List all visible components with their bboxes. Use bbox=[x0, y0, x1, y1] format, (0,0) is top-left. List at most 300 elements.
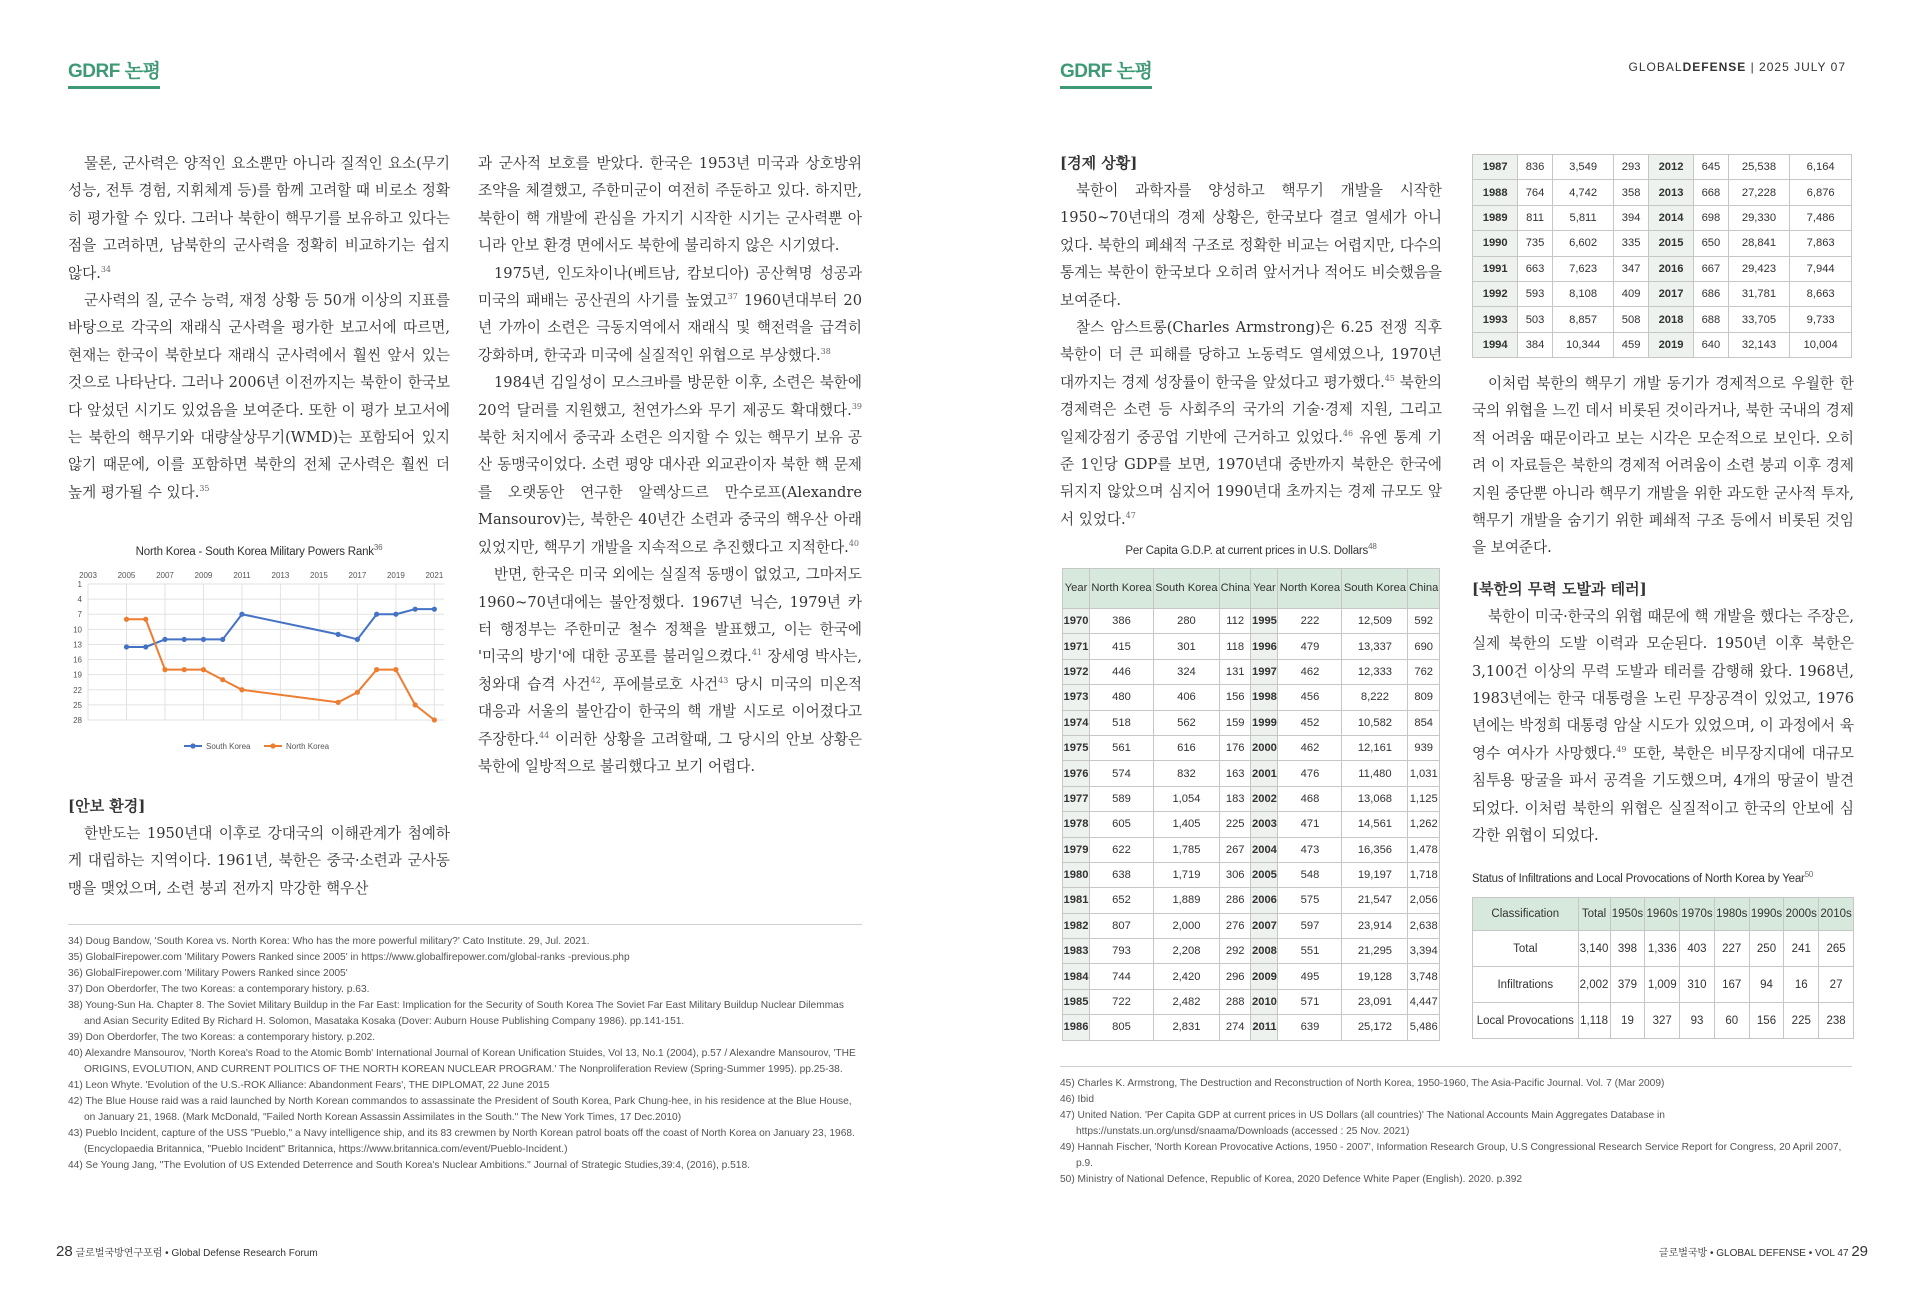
table-cell: 2,208 bbox=[1153, 939, 1219, 964]
table-cell: 722 bbox=[1090, 989, 1154, 1014]
table-cell: 1,718 bbox=[1408, 862, 1440, 887]
table-cell: 156 bbox=[1219, 685, 1251, 710]
table-cell: 518 bbox=[1090, 710, 1154, 735]
body-paragraph: 1975년, 인도차이나(베트남, 캄보디아) 공산혁명 성공과 미국의 패배는 공산권의 사기를 높였고$^{37}$ 1960년대부터 20년 가까이 소련은 극동지역에서 재래식 및 핵전력을 급격히 강화하며, 한국과 미국에 실질적인 위협으로 부상했다.$^{38}$ bbox=[478, 264, 862, 364]
footnote: 38) Young-Sun Ha. Chapter 8. The Soviet Military Buildup in the Far East: Implication for the Security of South Korea The Soviet Far East Military Buildup Nuclear Dilemmas and Asian Security Edited By Richard H. Solomon, Masataka Kosaka (Dover: Auburn House Publishing Company 1986). pp.141-151. bbox=[68, 1000, 844, 1027]
table-cell: 698 bbox=[1694, 205, 1728, 230]
table-cell: 1987 bbox=[1473, 155, 1518, 180]
table-cell: 33,705 bbox=[1728, 307, 1790, 332]
data-point bbox=[143, 617, 148, 622]
table-cell: 324 bbox=[1153, 659, 1219, 684]
table-cell: 809 bbox=[1408, 685, 1440, 710]
table-cell: 293 bbox=[1614, 155, 1648, 180]
table-cell: 650 bbox=[1694, 231, 1728, 256]
table-cell: 639 bbox=[1278, 1015, 1342, 1040]
table-cell: 1986 bbox=[1063, 1015, 1090, 1040]
table-row bbox=[1473, 205, 1852, 230]
table-cell: 686 bbox=[1694, 281, 1728, 306]
page-number: 29 bbox=[1851, 1243, 1868, 1260]
table-cell: 807 bbox=[1090, 913, 1154, 938]
table-cell: 241 bbox=[1784, 931, 1819, 967]
table-cell: 1,785 bbox=[1153, 837, 1219, 862]
table-cell: 1998 bbox=[1251, 685, 1278, 710]
table-cell: 265 bbox=[1819, 931, 1854, 967]
table-row bbox=[1473, 256, 1852, 281]
table-cell: 8,663 bbox=[1790, 281, 1852, 306]
table-cell: 1996 bbox=[1251, 634, 1278, 659]
table-cell: 762 bbox=[1408, 659, 1440, 684]
table-cell: 1,262 bbox=[1408, 812, 1440, 837]
table-cell: 2017 bbox=[1648, 281, 1693, 306]
x-tick-label: 2007 bbox=[156, 571, 174, 580]
table-cell: 301 bbox=[1153, 634, 1219, 659]
table-cell: 616 bbox=[1153, 735, 1219, 760]
x-tick-label: 2013 bbox=[271, 571, 290, 580]
table-cell: 640 bbox=[1694, 332, 1728, 357]
table-header: 1960s bbox=[1645, 898, 1680, 931]
table-cell: 735 bbox=[1518, 231, 1552, 256]
body-paragraph: 과 군사적 보호를 받았다. 한국은 1953년 미국과 상호방위조약을 체결했고, 주한미군이 여전히 주둔하고 있다. 하지만, 북한이 핵 개발에 관심을 가지기 시작한 시기는 군사력뿐 아니라 안보 환경 면에서도 북한에 불리하지 않은 시기였다. bbox=[478, 155, 862, 255]
table-cell: 446 bbox=[1090, 659, 1154, 684]
section-title-economy: [경제 상황] bbox=[1060, 154, 1138, 172]
table-cell: 21,295 bbox=[1342, 939, 1408, 964]
table-cell: 7,486 bbox=[1790, 205, 1852, 230]
body-paragraph: 이처럼 북한의 핵무기 개발 동기가 경제적으로 우월한 한국의 위협을 느낀 데서 비롯된 것이라거나, 북한 국내의 경제적 어려움 때문이라고 보는 시각은 모순적으로 보인다. 오히려 이 자료들은 북한의 경제적 어려움이 소련 붕괴 이후 경제 지원 중단뿐 아니라 핵무기 개발을 위한 과도한 군사적 투자, 핵무기 개발을 숨기기 위한 폐쇄적 구조 등에서 비롯된 것임을 보여준다. bbox=[1472, 375, 1854, 557]
gdp-table-continued bbox=[1472, 154, 1852, 358]
data-point bbox=[182, 667, 187, 672]
table-cell: 452 bbox=[1278, 710, 1342, 735]
footnote: 34) Doug Bandow, 'South Korea vs. North Korea: Who has the more powerful military?' Cato Institute. 29, Jul. 2021. bbox=[68, 936, 590, 947]
table-cell: 327 bbox=[1645, 1003, 1680, 1039]
table-cell: 16,356 bbox=[1342, 837, 1408, 862]
footnote: 50) Ministry of National Defence, Republic of Korea, 2020 Defence White Paper (English). 2020. p.392 bbox=[1060, 1174, 1523, 1185]
table-cell: 227 bbox=[1714, 931, 1749, 967]
table-cell: 19,128 bbox=[1342, 964, 1408, 989]
page-number: 28 bbox=[56, 1243, 73, 1260]
footnotes-right bbox=[1060, 1076, 1852, 1188]
legend-marker bbox=[190, 743, 195, 748]
table-cell: 690 bbox=[1408, 634, 1440, 659]
data-point bbox=[413, 702, 418, 707]
table-header: 1980s bbox=[1714, 898, 1749, 931]
chart-caption: North Korea - South Korea Military Powers Rank$^{36}$ bbox=[135, 543, 383, 558]
table-cell: 384 bbox=[1518, 332, 1552, 357]
right-section-header: GDRF 논평 bbox=[1060, 56, 1152, 83]
table-cell: 2006 bbox=[1251, 888, 1278, 913]
table-cell: 306 bbox=[1219, 862, 1251, 887]
x-tick-label: 2019 bbox=[386, 571, 405, 580]
table-cell: 1992 bbox=[1473, 281, 1518, 306]
data-point bbox=[336, 632, 341, 637]
footnote: 42) The Blue House raid was a raid launched by North Korean commandos to assassinate the President of South Korea, Park Chung-hee, in his residence at the Blue House, on January 21, 1968. (Mark McDonald, "Failed North Korean Assassin Assimilates in the South." The New York Times, 17 Dec.2010) bbox=[68, 1096, 852, 1123]
table-cell: 292 bbox=[1219, 939, 1251, 964]
table-cell: 471 bbox=[1278, 812, 1342, 837]
table-cell: 548 bbox=[1278, 862, 1342, 887]
data-point bbox=[393, 612, 398, 617]
table-cell: 280 bbox=[1153, 609, 1219, 634]
table-cell: 1,719 bbox=[1153, 862, 1219, 887]
table-cell: 597 bbox=[1278, 913, 1342, 938]
table-cell: 12,161 bbox=[1342, 735, 1408, 760]
table-header: 1970s bbox=[1680, 898, 1715, 931]
legend-label: South Korea bbox=[206, 742, 251, 751]
table-header: South Korea bbox=[1153, 569, 1219, 609]
table-cell: 286 bbox=[1219, 888, 1251, 913]
table-row bbox=[1063, 761, 1440, 786]
table-cell: 7,944 bbox=[1790, 256, 1852, 281]
table-cell: 832 bbox=[1153, 761, 1219, 786]
table-header: Year bbox=[1251, 569, 1278, 609]
footnote: 49) Hannah Fischer, 'North Korean Provocative Actions, 1950 - 2007', Information Research Group, U.S Congressional Research Service Report for Congress, 20 April 2007, p.9. bbox=[1060, 1142, 1842, 1169]
table-row bbox=[1473, 931, 1854, 967]
table-cell: 16 bbox=[1784, 967, 1819, 1003]
table-cell: 167 bbox=[1714, 967, 1749, 1003]
table-cell: 2003 bbox=[1251, 812, 1278, 837]
table-cell: 94 bbox=[1749, 967, 1784, 1003]
y-tick-label: 13 bbox=[73, 640, 82, 650]
table-cell: Infiltrations bbox=[1473, 967, 1579, 1003]
data-point bbox=[432, 607, 437, 612]
table-cell: 4,742 bbox=[1552, 180, 1614, 205]
section-title-provocations: [북한의 무력 도발과 테러] bbox=[1472, 579, 1647, 598]
table-cell: 1985 bbox=[1063, 989, 1090, 1014]
military-rank-chart-svg bbox=[64, 568, 454, 768]
table-cell: 225 bbox=[1784, 1003, 1819, 1039]
table-row bbox=[1473, 231, 1852, 256]
table-cell: 1990 bbox=[1473, 231, 1518, 256]
table-row bbox=[1063, 609, 1440, 634]
table-cell: 1980 bbox=[1063, 862, 1090, 887]
table-row bbox=[1063, 786, 1440, 811]
table-cell: 571 bbox=[1278, 989, 1342, 1014]
table-cell: 764 bbox=[1518, 180, 1552, 205]
table-cell: 156 bbox=[1749, 1003, 1784, 1039]
table-cell: 31,781 bbox=[1728, 281, 1790, 306]
table-cell: 1999 bbox=[1251, 710, 1278, 735]
table-cell: 9,733 bbox=[1790, 307, 1852, 332]
table-cell: 462 bbox=[1278, 735, 1342, 760]
table-header: 1990s bbox=[1749, 898, 1784, 931]
table-cell: 473 bbox=[1278, 837, 1342, 862]
data-point bbox=[355, 690, 360, 695]
left-footer bbox=[56, 1243, 318, 1260]
provocations-table-caption: Status of Infiltrations and Local Provocations of North Korea by Year$^{50}$ bbox=[1472, 870, 1814, 885]
table-cell: 2,482 bbox=[1153, 989, 1219, 1014]
table-cell: 225 bbox=[1219, 812, 1251, 837]
table-cell: 1993 bbox=[1473, 307, 1518, 332]
body-paragraph: 1984년 김일성이 모스크바를 방문한 이후, 소련은 북한에 20억 달러를 지원했고, 천연가스와 무기 제공도 확대했다.$^{39}$ 북한 처지에서 중국과 소련은 의지할 수 있는 핵무기 보유 공산 동맹국이었다. 소련 평양 대사관 외교관이자 북한 핵 문제를 오랫동안 연구한 알렉상드르 만수로프(Alexandre Mansourov)는, 북한은 40년간 소련과 중국의 핵우산 아래 있었지만, 핵무기 개발을 지속적으로 추진했다고 지적한다.$^{40}$ bbox=[478, 374, 862, 556]
data-point bbox=[124, 617, 129, 622]
table-cell: 335 bbox=[1614, 231, 1648, 256]
y-tick-label: 10 bbox=[73, 625, 82, 635]
body-paragraph: 반면, 한국은 미국 외에는 실질적 동맹이 없었고, 그마저도 1960~70년대에는 불안정했다. 1967년 닉슨, 1979년 카터 행정부는 주한미군 철수 정책을 발표했고, 이는 한국에 '미국의 방기'에 대한 공포를 불러일으켰다.$^{41}$ 장세영 박사는, 청와대 습격 사건$^{42}$, 푸에블로호 사건$^{43}$ 당시 미국의 미온적 대응과 서울의 불안감이 한국의 핵 개발 시도로 이어졌다고 주장한다.$^{44}$ 이러한 상황을 고려할때, 그 당시의 안보 상황은 북한에 일방적으로 불리했다고 보기 어렵다. bbox=[478, 566, 863, 775]
table-cell: 2,002 bbox=[1578, 967, 1610, 1003]
table-header: 1950s bbox=[1610, 898, 1645, 931]
table-cell: 2010 bbox=[1251, 989, 1278, 1014]
table-cell: 3,748 bbox=[1408, 964, 1440, 989]
table-cell: 222 bbox=[1278, 609, 1342, 634]
y-tick-label: 22 bbox=[73, 685, 82, 695]
table-cell: 1,118 bbox=[1578, 1003, 1610, 1039]
table-cell: 27 bbox=[1819, 967, 1854, 1003]
table-row bbox=[1063, 964, 1440, 989]
table-cell: 12,509 bbox=[1342, 609, 1408, 634]
table-cell: 574 bbox=[1090, 761, 1154, 786]
table-row bbox=[1063, 1015, 1440, 1040]
table-row bbox=[1473, 332, 1852, 357]
table-cell: 1,336 bbox=[1645, 931, 1680, 967]
table-cell: 2,420 bbox=[1153, 964, 1219, 989]
footnote: 37) Don Oberdorfer, The two Koreas: a contemporary history. p.63. bbox=[68, 984, 370, 995]
table-cell: 2007 bbox=[1251, 913, 1278, 938]
table-cell: 468 bbox=[1278, 786, 1342, 811]
table-header: Year bbox=[1063, 569, 1090, 609]
body-paragraph: 물론, 군사력은 양적인 요소뿐만 아니라 질적인 요소(무기 성능, 전투 경험, 지휘체계 등)를 함께 고려할 때 비로소 정확히 평가할 수 있다. 그러나 북한이 핵무기를 보유하고 있다는 점을 고려하면, 남북한의 군사력을 정확히 비교하기는 쉽지 않다.$^{34}$ bbox=[68, 155, 450, 282]
data-point bbox=[162, 637, 167, 642]
footnote: 45) Charles K. Armstrong, The Destruction and Reconstruction of North Korea, 1950-1960, The Asia-Pacific Journal. Vol. 7 (Mar 2009) bbox=[1060, 1078, 1665, 1089]
x-tick-label: 2009 bbox=[194, 571, 213, 580]
military-rank-chart bbox=[64, 568, 454, 768]
footer-text: 글로벌국방 • GLOBAL DEFENSE • VOL 47 bbox=[1658, 1248, 1849, 1259]
table-cell: 13,337 bbox=[1342, 634, 1408, 659]
table-cell: 238 bbox=[1819, 1003, 1854, 1039]
y-tick-label: 28 bbox=[73, 716, 82, 725]
table-cell: 1971 bbox=[1063, 634, 1090, 659]
table-cell: 32,143 bbox=[1728, 332, 1790, 357]
table-cell: 1995 bbox=[1251, 609, 1278, 634]
table-cell: 805 bbox=[1090, 1015, 1154, 1040]
table-cell: 1981 bbox=[1063, 888, 1090, 913]
table-cell: 386 bbox=[1090, 609, 1154, 634]
y-tick-label: 16 bbox=[73, 655, 82, 665]
table-cell: 398 bbox=[1610, 931, 1645, 967]
table-header: China bbox=[1219, 569, 1251, 609]
table-cell: 1,009 bbox=[1645, 967, 1680, 1003]
table-cell: 1978 bbox=[1063, 812, 1090, 837]
table-cell: 503 bbox=[1518, 307, 1552, 332]
body-paragraph: 북한이 과학자를 양성하고 핵무기 개발을 시작한 1950~70년대의 경제 상황은, 한국보다 결코 열세가 아니었다. 북한의 폐쇄적 구조로 정확한 비교는 어렵지만, 다수의 통계는 북한이 한국보다 오히려 앞서거나 적어도 비슷했음을 보여준다. bbox=[1060, 182, 1442, 309]
y-tick-label: 25 bbox=[73, 700, 82, 710]
table-cell: 1972 bbox=[1063, 659, 1090, 684]
table-row bbox=[1473, 307, 1852, 332]
table-row bbox=[1473, 1003, 1854, 1039]
y-tick-label: 19 bbox=[73, 670, 82, 680]
table-header: Classification bbox=[1473, 898, 1579, 931]
table-cell: 605 bbox=[1090, 812, 1154, 837]
table-cell: 11,480 bbox=[1342, 761, 1408, 786]
table-cell: 462 bbox=[1278, 659, 1342, 684]
table-cell: 667 bbox=[1694, 256, 1728, 281]
left-column-1 bbox=[68, 150, 450, 506]
data-point bbox=[220, 637, 225, 642]
provocations-table bbox=[1472, 897, 1854, 1039]
data-point bbox=[374, 612, 379, 617]
table-row bbox=[1063, 888, 1440, 913]
table-cell: 131 bbox=[1219, 659, 1251, 684]
table-cell: 479 bbox=[1278, 634, 1342, 659]
footnote: 47) United Nation. 'Per Capita GDP at current prices in US Dollars (all countries)' The National Accounts Main Aggregates Database in https://unstats.un.org/unsd/snaama/Downloads (accessed : 25 Nov. 2021) bbox=[1060, 1110, 1665, 1137]
table-cell: 854 bbox=[1408, 710, 1440, 735]
table-cell: 2,831 bbox=[1153, 1015, 1219, 1040]
table-cell: 652 bbox=[1090, 888, 1154, 913]
table-cell: 622 bbox=[1090, 837, 1154, 862]
table-row bbox=[1063, 862, 1440, 887]
table-cell: 6,164 bbox=[1790, 155, 1852, 180]
table-cell: 10,344 bbox=[1552, 332, 1614, 357]
table-cell: 6,876 bbox=[1790, 180, 1852, 205]
table-cell: 1982 bbox=[1063, 913, 1090, 938]
table-cell: 267 bbox=[1219, 837, 1251, 862]
footnote-divider bbox=[1060, 1066, 1852, 1067]
table-cell: 1,054 bbox=[1153, 786, 1219, 811]
body-paragraph: 북한이 미국·한국의 위협 때문에 핵 개발을 했다는 주장은, 실제 북한의 도발 이력과 모순된다. 1950년 이후 북한은 3,100건 이상의 무력 도발과 테러를 감행해 왔다. 1968년, 1983년에는 한국 대통령을 노린 무장공격이 있었고, 1976년에는 박정희 대통령 암살 시도가 있었으며, 이 과정에서 육영수 여사가 사망했다.$^{49}$ 또한, 북한은 비무장지대에 대규모 침투용 땅굴을 파서 공격을 기도했으며, 4개의 땅굴이 발견되었다. 이처럼 북한의 위협은 실질적이고 한국의 안보에 심각한 위협이 되었다. bbox=[1472, 607, 1855, 845]
table-header: China bbox=[1408, 569, 1440, 609]
data-point bbox=[239, 612, 244, 617]
table-cell: 118 bbox=[1219, 634, 1251, 659]
table-cell: 394 bbox=[1614, 205, 1648, 230]
table-row bbox=[1473, 155, 1852, 180]
table-cell: 5,811 bbox=[1552, 205, 1614, 230]
data-point bbox=[355, 637, 360, 642]
table-cell: 379 bbox=[1610, 967, 1645, 1003]
magazine-brand: GLOBALDEFENSE | 2025 JULY 07 bbox=[1628, 60, 1846, 74]
table-cell: 5,486 bbox=[1408, 1015, 1440, 1040]
table-cell: 347 bbox=[1614, 256, 1648, 281]
footnotes-left bbox=[68, 934, 862, 1174]
table-cell: 2008 bbox=[1251, 939, 1278, 964]
table-row bbox=[1063, 634, 1440, 659]
table-cell: 288 bbox=[1219, 989, 1251, 1014]
table-row bbox=[1063, 989, 1440, 1014]
table-cell: 29,423 bbox=[1728, 256, 1790, 281]
table-cell: 2013 bbox=[1648, 180, 1693, 205]
table-cell: 1974 bbox=[1063, 710, 1090, 735]
body-paragraph: 군사력의 질, 군수 능력, 재정 상황 등 50개 이상의 지표를 바탕으로 각국의 재래식 군사력을 평가한 보고서에 따르면, 현재는 한국이 북한보다 재래식 군사력에서 훨씬 앞서 있는 것으로 나타난다. 그러나 2006년 이전까지는 북한이 한국보다 앞섰던 시기도 있었음을 보여준다. 또한 이 평가 보고서에는 북한의 핵무기와 대량살상무기(WMD)는 포함되어 있지 않기 때문에, 이를 포함하면 북한의 전체 군사력은 훨씬 더 높게 평가될 수 있다.$^{35}$ bbox=[68, 292, 450, 501]
table-cell: 1,478 bbox=[1408, 837, 1440, 862]
table-cell: 21,547 bbox=[1342, 888, 1408, 913]
table-row bbox=[1063, 913, 1440, 938]
data-point bbox=[413, 607, 418, 612]
table-cell: Total bbox=[1473, 931, 1579, 967]
table-cell: 1975 bbox=[1063, 735, 1090, 760]
table-cell: 1970 bbox=[1063, 609, 1090, 634]
table-header: North Korea bbox=[1278, 569, 1342, 609]
x-tick-label: 2021 bbox=[425, 571, 444, 580]
table-header: 2010s bbox=[1819, 898, 1854, 931]
table-cell: 2015 bbox=[1648, 231, 1693, 256]
table-cell: Local Provocations bbox=[1473, 1003, 1579, 1039]
table-cell: 29,330 bbox=[1728, 205, 1790, 230]
table-cell: 7,863 bbox=[1790, 231, 1852, 256]
table-cell: 562 bbox=[1153, 710, 1219, 735]
table-cell: 2,000 bbox=[1153, 913, 1219, 938]
table-cell: 358 bbox=[1614, 180, 1648, 205]
body-paragraph: 한반도는 1950년대 이후로 강대국의 이해관계가 첨예하게 대립하는 지역이다. 1961년, 북한은 중국·소련과 군사동맹을 맺었으며, 소련 붕괴 전까지 막강한 핵우산 bbox=[68, 825, 450, 897]
table-cell: 793 bbox=[1090, 939, 1154, 964]
table-cell: 163 bbox=[1219, 761, 1251, 786]
table-cell: 6,602 bbox=[1552, 231, 1614, 256]
table-cell: 176 bbox=[1219, 735, 1251, 760]
table-cell: 551 bbox=[1278, 939, 1342, 964]
table-cell: 1988 bbox=[1473, 180, 1518, 205]
table-cell: 2019 bbox=[1648, 332, 1693, 357]
table-cell: 14,561 bbox=[1342, 812, 1408, 837]
footnote: 36) GlobalFirepower.com 'Military Powers Ranked since 2005' bbox=[68, 968, 348, 979]
table-cell: 1973 bbox=[1063, 685, 1090, 710]
table-cell: 3,549 bbox=[1552, 155, 1614, 180]
table-cell: 456 bbox=[1278, 685, 1342, 710]
table-cell: 2002 bbox=[1251, 786, 1278, 811]
table-cell: 836 bbox=[1518, 155, 1552, 180]
data-point bbox=[393, 667, 398, 672]
left-column-1-section bbox=[68, 785, 450, 902]
table-cell: 1989 bbox=[1473, 205, 1518, 230]
legend-marker bbox=[270, 743, 275, 748]
table-cell: 8,222 bbox=[1342, 685, 1408, 710]
table-cell: 1984 bbox=[1063, 964, 1090, 989]
table-row bbox=[1473, 967, 1854, 1003]
legend-label: North Korea bbox=[286, 742, 330, 751]
table-cell: 403 bbox=[1680, 931, 1715, 967]
table-row bbox=[1063, 710, 1440, 735]
y-tick-label: 1 bbox=[77, 580, 82, 589]
table-header: North Korea bbox=[1090, 569, 1154, 609]
table-cell: 23,091 bbox=[1342, 989, 1408, 1014]
x-tick-label: 2017 bbox=[348, 571, 367, 580]
table-cell: 1977 bbox=[1063, 786, 1090, 811]
table-cell: 459 bbox=[1614, 332, 1648, 357]
left-section-header: GDRF 논평 bbox=[68, 56, 160, 83]
data-point bbox=[182, 637, 187, 642]
table-cell: 310 bbox=[1680, 967, 1715, 1003]
table-cell: 406 bbox=[1153, 685, 1219, 710]
table-cell: 508 bbox=[1614, 307, 1648, 332]
x-tick-label: 2005 bbox=[117, 571, 136, 580]
table-cell: 2,056 bbox=[1408, 888, 1440, 913]
table-cell: 1,889 bbox=[1153, 888, 1219, 913]
table-cell: 12,333 bbox=[1342, 659, 1408, 684]
table-cell: 183 bbox=[1219, 786, 1251, 811]
table-cell: 561 bbox=[1090, 735, 1154, 760]
x-tick-label: 2011 bbox=[233, 571, 251, 580]
footer-text: 글로벌국방연구포럼 • Global Defense Research Forum bbox=[75, 1248, 318, 1259]
table-row bbox=[1473, 180, 1852, 205]
footnote: 40) Alexandre Mansourov, 'North Korea's Road to the Atomic Bomb' International Journal of Korean Unification Stuides, Vol 13, No.1 (2004), p.57 / Alexandre Mansourov, 'THE ORIGINS, EVOLUTION, AND CURRENT POLITICS OF THE NORTH KOREAN NUCLEAR PROGRAM.' The Nonproliferation Review (Spring-Summer 1995). pp.25-38. bbox=[68, 1048, 856, 1075]
table-cell: 4,447 bbox=[1408, 989, 1440, 1014]
table-cell: 688 bbox=[1694, 307, 1728, 332]
table-cell: 645 bbox=[1694, 155, 1728, 180]
table-cell: 1997 bbox=[1251, 659, 1278, 684]
table-cell: 589 bbox=[1090, 786, 1154, 811]
table-cell: 2012 bbox=[1648, 155, 1693, 180]
table-row bbox=[1063, 812, 1440, 837]
table-cell: 1,031 bbox=[1408, 761, 1440, 786]
table-row bbox=[1063, 685, 1440, 710]
data-point bbox=[374, 667, 379, 672]
left-column-2 bbox=[478, 150, 862, 780]
table-cell: 250 bbox=[1749, 931, 1784, 967]
table-cell: 2014 bbox=[1648, 205, 1693, 230]
table-cell: 2016 bbox=[1648, 256, 1693, 281]
table-cell: 495 bbox=[1278, 964, 1342, 989]
table-cell: 2005 bbox=[1251, 862, 1278, 887]
table-cell: 28,841 bbox=[1728, 231, 1790, 256]
section-title-security: [안보 환경] bbox=[68, 797, 146, 815]
gdp-table-caption: Per Capita G.D.P. at current prices in U.S. Dollars$^{48}$ bbox=[1125, 542, 1377, 557]
table-row bbox=[1473, 281, 1852, 306]
table-cell: 112 bbox=[1219, 609, 1251, 634]
table-cell: 93 bbox=[1680, 1003, 1715, 1039]
